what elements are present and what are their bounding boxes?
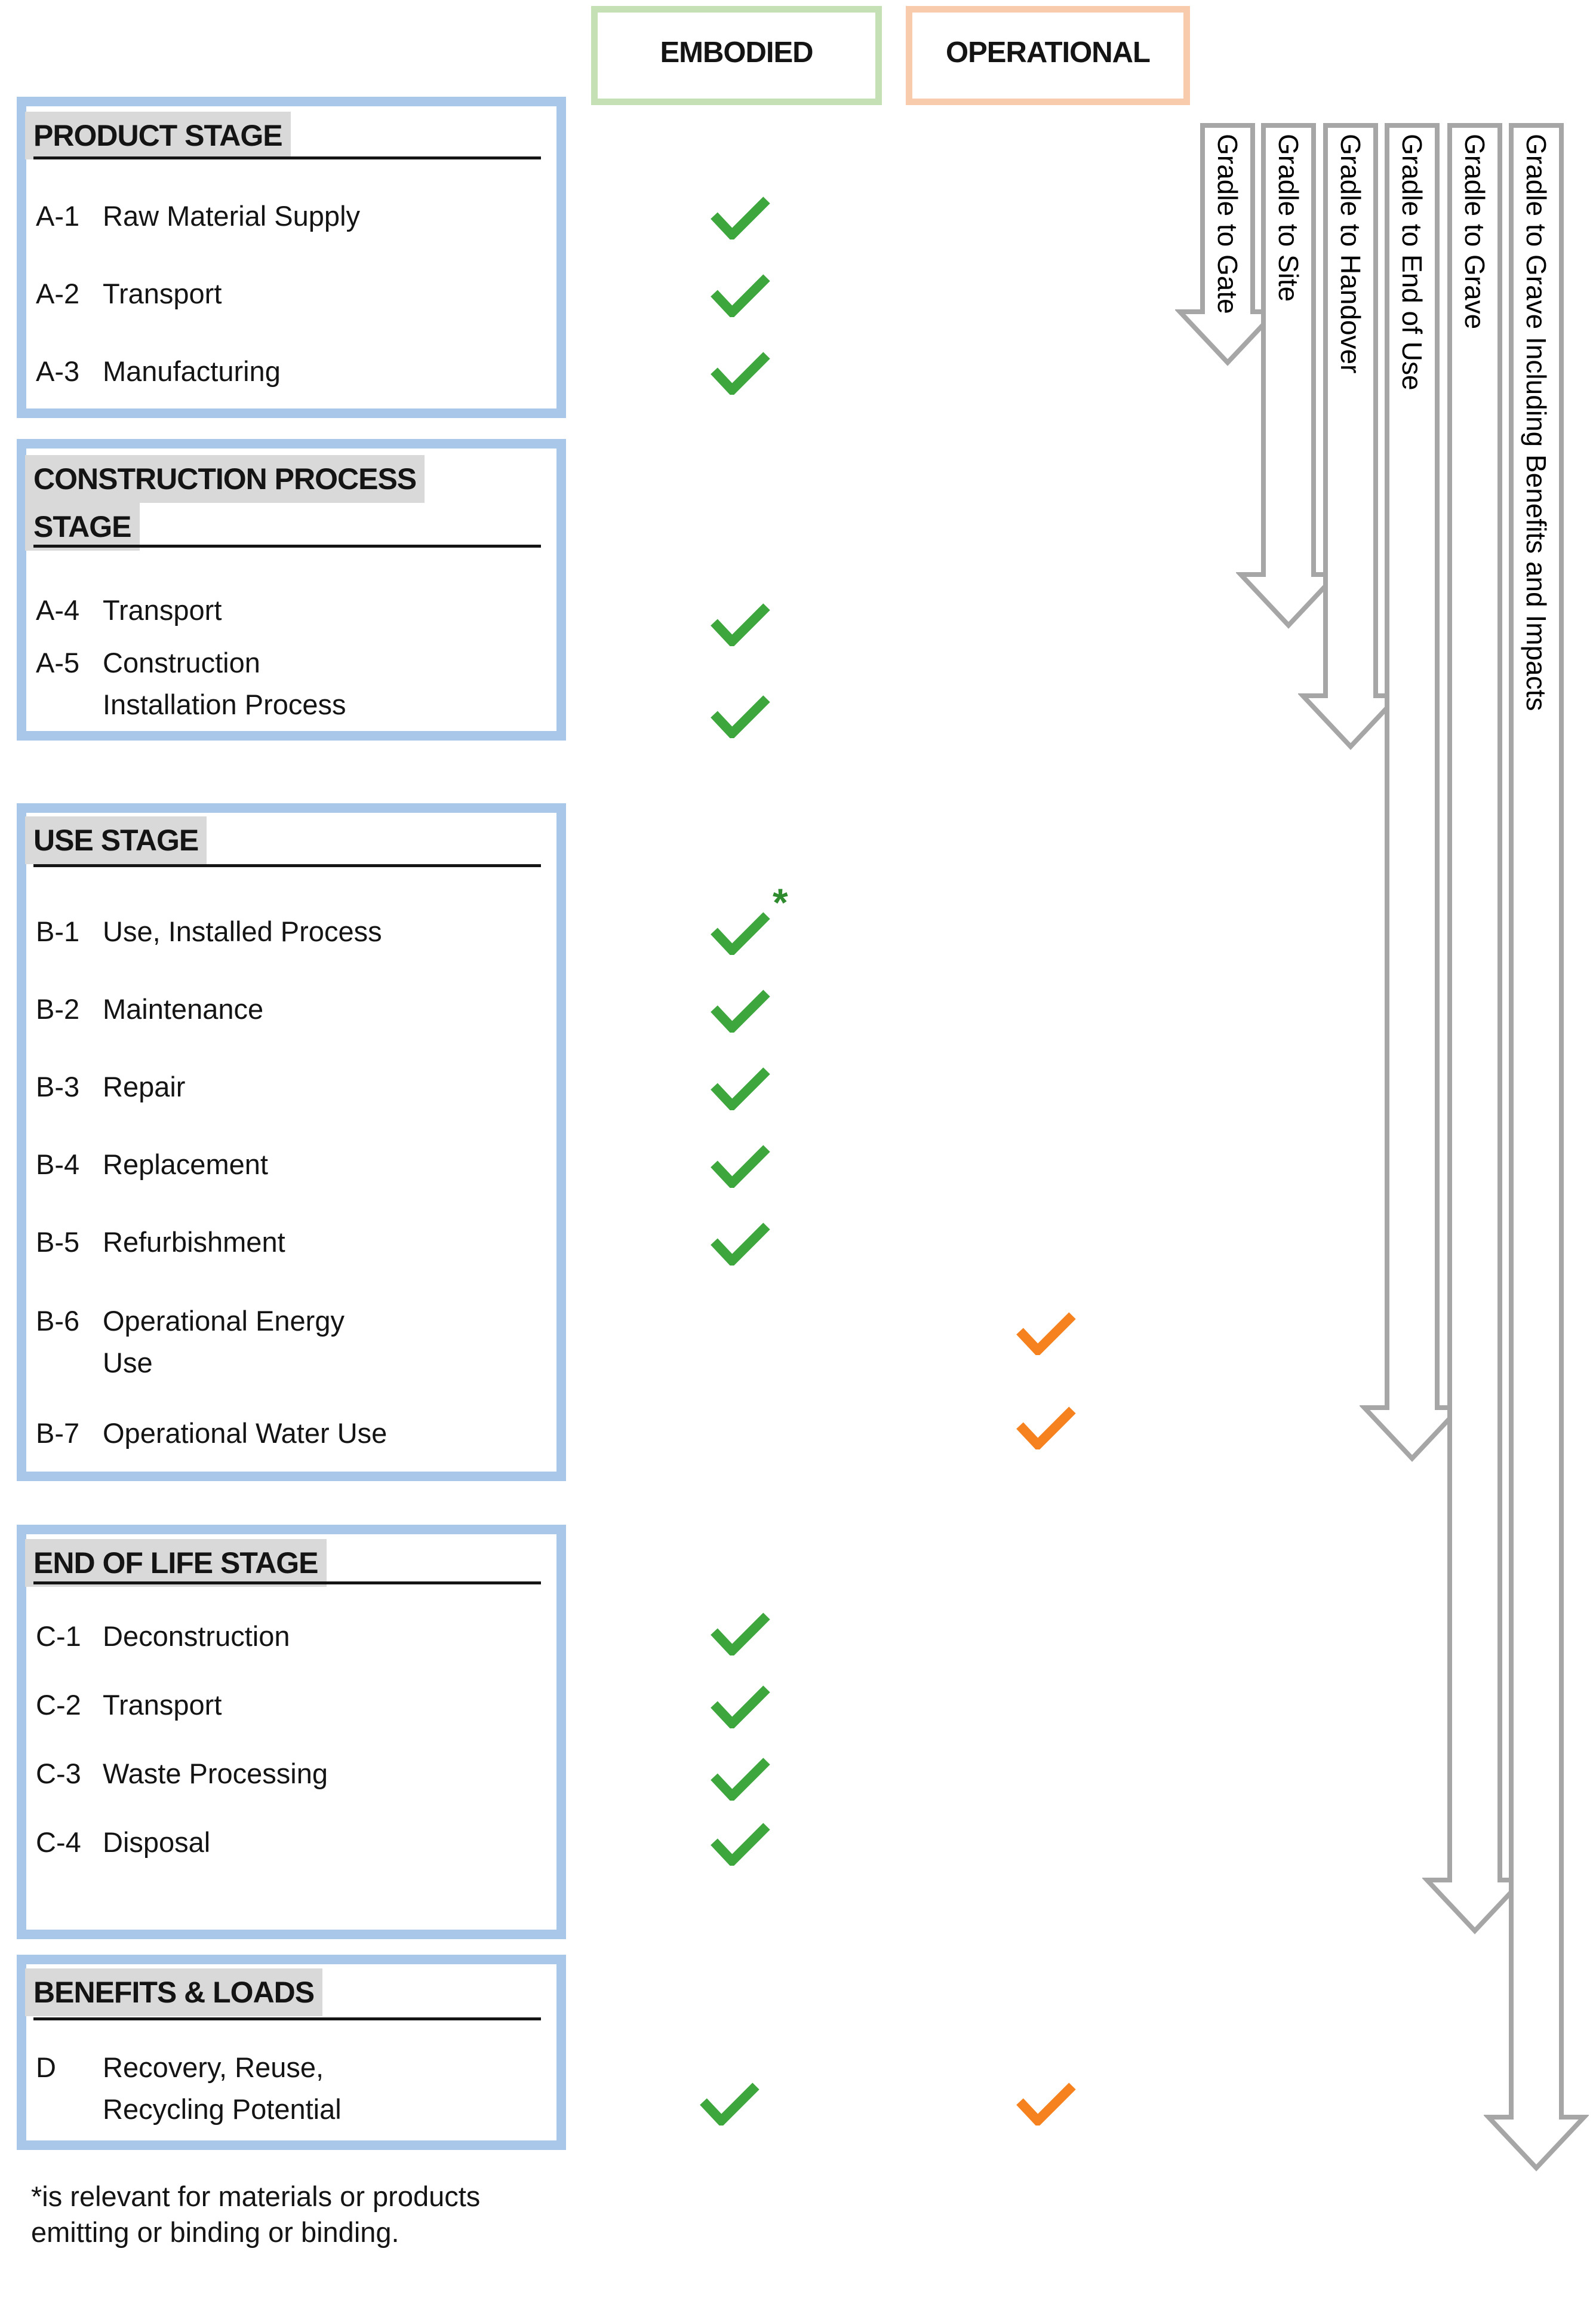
title-line: BENEFITS & LOADS — [25, 1968, 322, 2016]
row-label — [103, 351, 525, 392]
embodied-header-box — [591, 6, 882, 105]
row-a3 — [36, 351, 525, 392]
embodied-check-icon-c3 — [711, 1754, 770, 1801]
row-label — [103, 1066, 525, 1108]
arrow-label-grave: Gradle to Grave — [1459, 134, 1490, 330]
row-label-line: Refurbishment — [103, 1226, 285, 1258]
row-code: A-2 — [36, 278, 80, 309]
row-c4 — [36, 1822, 525, 1863]
row-c1 — [36, 1615, 525, 1657]
row-label-line: Operational Energy — [103, 1305, 345, 1337]
embodied-check-icon-c4 — [711, 1819, 770, 1866]
row-code: A-4 — [36, 594, 80, 626]
row-code: B-7 — [36, 1417, 80, 1449]
row-label-line: Maintenance — [103, 993, 264, 1025]
row-label-line: Use, Installed Process — [103, 916, 382, 947]
embodied-check-icon-c2 — [711, 1682, 770, 1728]
row-label — [103, 1300, 525, 1384]
row-label-line: Transport — [103, 594, 222, 626]
row-code: C-4 — [36, 1826, 81, 1858]
row-d — [36, 2047, 525, 2130]
title-underline — [33, 156, 541, 159]
row-label-line: Transport — [103, 278, 222, 309]
construction-process-stage-title — [25, 455, 425, 551]
row-label-line: Waste Processing — [103, 1758, 328, 1789]
asterisk-note: * — [773, 880, 788, 924]
row-label-line: Manufacturing — [103, 355, 281, 387]
embodied-check-icon-b1 — [711, 908, 770, 955]
row-code: B-3 — [36, 1071, 80, 1102]
row-label-line: Disposal — [103, 1826, 211, 1858]
operational-header-box — [906, 6, 1190, 105]
row-label-line: Recycling Potential — [103, 2093, 342, 2125]
row-label — [103, 1753, 525, 1795]
row-code: A-3 — [36, 355, 80, 387]
operational-check-icon-b7 — [1016, 1403, 1076, 1449]
row-b5 — [36, 1221, 525, 1263]
row-label-line: Use — [103, 1347, 153, 1378]
arrow-label-end-of-use: Gradle to End of Use — [1397, 134, 1428, 391]
use-stage-title — [25, 816, 207, 864]
row-label-line: Deconstruction — [103, 1620, 290, 1652]
row-code: C-3 — [36, 1758, 81, 1789]
row-label — [103, 1615, 525, 1657]
title-underline — [33, 2017, 541, 2020]
row-b2 — [36, 988, 525, 1030]
operational-check-icon-b6 — [1016, 1309, 1076, 1355]
row-b4 — [36, 1144, 525, 1185]
row-c3 — [36, 1753, 525, 1795]
row-a2 — [36, 273, 525, 315]
end-of-life-stage-title — [25, 1539, 327, 1587]
row-code: B-2 — [36, 993, 80, 1025]
row-a4 — [36, 589, 525, 631]
embodied-check-icon-b5 — [711, 1219, 770, 1266]
row-a1 — [36, 195, 525, 237]
title-underline — [33, 864, 541, 867]
row-code: A-5 — [36, 647, 80, 678]
embodied-header-label: EMBODIED — [660, 36, 813, 69]
arrow-label-handover: Gradle to Handover — [1335, 134, 1366, 374]
row-label — [103, 1822, 525, 1863]
arrow-label-grave-including: Gradle to Grave Including Benefits and Impacts — [1521, 134, 1552, 711]
row-label — [103, 1144, 525, 1185]
embodied-check-icon-c1 — [711, 1609, 770, 1655]
row-b7 — [36, 1412, 525, 1454]
row-label-line: Construction — [103, 647, 260, 678]
title-line: END OF LIFE STAGE — [25, 1539, 327, 1587]
title-underline — [33, 1581, 541, 1584]
row-label-line: Transport — [103, 1689, 222, 1721]
operational-header-label: OPERATIONAL — [946, 36, 1150, 69]
embodied-check-icon-d — [700, 2079, 759, 2126]
title-line: STAGE — [25, 503, 140, 551]
arrow-label-site: Gradle to Site — [1273, 134, 1304, 302]
end-of-life-stage-box — [17, 1525, 566, 1939]
row-a5 — [36, 642, 525, 726]
row-code: D — [36, 2051, 56, 2083]
embodied-check-icon-a4 — [711, 600, 770, 646]
row-code: C-2 — [36, 1689, 81, 1721]
title-line: USE STAGE — [25, 816, 207, 864]
row-label — [103, 1684, 525, 1726]
row-label — [103, 195, 525, 237]
row-label — [103, 589, 525, 631]
arrow-label-gate: Gradle to Gate — [1212, 134, 1243, 314]
embodied-check-icon-a1 — [711, 193, 770, 239]
row-label — [103, 642, 525, 726]
row-b3 — [36, 1066, 525, 1108]
row-code: C-1 — [36, 1620, 81, 1652]
row-code: A-1 — [36, 200, 80, 232]
row-b1 — [36, 911, 525, 953]
row-label — [103, 273, 525, 315]
row-label — [103, 1221, 525, 1263]
embodied-check-icon-a2 — [711, 271, 770, 317]
footnote-line: emitting or binding or binding. — [31, 2216, 399, 2248]
title-underline — [33, 545, 541, 548]
row-label-line: Raw Material Supply — [103, 200, 361, 232]
row-b6 — [36, 1300, 525, 1384]
row-label — [103, 911, 525, 953]
footnote-line: *is relevant for materials or products — [31, 2180, 481, 2212]
row-label — [103, 2047, 525, 2130]
benefits-loads-title — [25, 1968, 322, 2016]
embodied-check-icon-a3 — [711, 348, 770, 395]
embodied-check-icon-b4 — [711, 1141, 770, 1188]
row-code: B-4 — [36, 1148, 80, 1180]
row-c2 — [36, 1684, 525, 1726]
row-code: B-1 — [36, 916, 80, 947]
row-label-line: Recovery, Reuse, — [103, 2051, 324, 2083]
operational-check-icon-d — [1016, 2079, 1076, 2126]
product-stage-title — [25, 112, 291, 159]
embodied-check-icon-a5 — [711, 692, 770, 738]
embodied-check-icon-b3 — [711, 1064, 770, 1110]
embodied-check-icon-b2 — [711, 986, 770, 1033]
row-label-line: Operational Water Use — [103, 1417, 388, 1449]
row-label — [103, 988, 525, 1030]
footnote — [31, 2179, 480, 2250]
row-label-line: Installation Process — [103, 689, 346, 720]
row-label-line: Repair — [103, 1071, 186, 1102]
row-label — [103, 1412, 525, 1454]
row-code: B-5 — [36, 1226, 80, 1258]
row-code: B-6 — [36, 1305, 80, 1337]
title-line: CONSTRUCTION PROCESS — [25, 455, 425, 503]
title-line: PRODUCT STAGE — [25, 112, 291, 159]
row-label-line: Replacement — [103, 1148, 268, 1180]
